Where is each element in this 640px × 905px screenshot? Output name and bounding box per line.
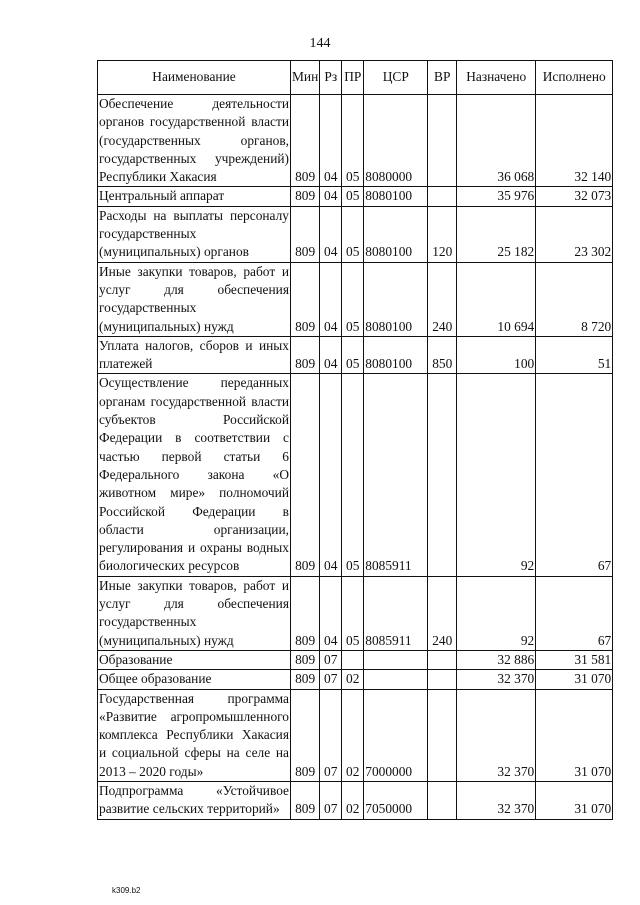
row-pr: 02	[342, 689, 364, 781]
row-name: Центральный аппарат	[98, 187, 291, 206]
row-csr: 8080100	[364, 187, 428, 206]
row-name: Подпрограмма «Устойчивое развитие сельских территорий»	[98, 781, 291, 819]
row-executed: 31 070	[536, 781, 613, 819]
row-min: 809	[291, 689, 320, 781]
row-min: 809	[291, 206, 320, 262]
row-pr: 02	[342, 670, 364, 689]
row-executed: 32 140	[536, 95, 613, 187]
header-rz: Рз	[320, 61, 342, 95]
header-pr: ПР	[342, 61, 364, 95]
row-name: Государственная программа «Развитие агропромышленного комплекса Республики Хакасия и социальной сферы на селе на 2013 – 2020 годы»	[98, 689, 291, 781]
row-rz: 07	[320, 670, 342, 689]
row-name: Уплата налогов, сборов и иных платежей	[98, 336, 291, 374]
budget-table	[97, 60, 613, 820]
row-csr: 8085911	[364, 374, 428, 576]
row-min: 809	[291, 576, 320, 650]
table-row	[98, 650, 613, 669]
row-vr	[428, 781, 457, 819]
row-executed: 32 073	[536, 187, 613, 206]
row-executed: 23 302	[536, 206, 613, 262]
row-assigned: 32 886	[457, 650, 536, 669]
table-row	[98, 374, 613, 576]
row-rz: 04	[320, 336, 342, 374]
row-assigned: 32 370	[457, 781, 536, 819]
header-min: Мин	[291, 61, 320, 95]
header-csr: ЦСР	[364, 61, 428, 95]
row-name: Общее образование	[98, 670, 291, 689]
table-row	[98, 689, 613, 781]
table-row	[98, 576, 613, 650]
row-rz: 04	[320, 576, 342, 650]
row-rz: 04	[320, 374, 342, 576]
row-pr	[342, 650, 364, 669]
row-executed: 31 070	[536, 670, 613, 689]
table-row	[98, 95, 613, 187]
row-assigned: 25 182	[457, 206, 536, 262]
row-executed: 31 581	[536, 650, 613, 669]
row-min: 809	[291, 336, 320, 374]
row-pr: 05	[342, 206, 364, 262]
page-number: 144	[309, 36, 331, 51]
row-vr	[428, 689, 457, 781]
row-rz: 07	[320, 650, 342, 669]
row-rz: 07	[320, 689, 342, 781]
row-pr: 05	[342, 336, 364, 374]
row-rz: 04	[320, 262, 342, 336]
row-csr: 8080100	[364, 336, 428, 374]
row-min: 809	[291, 187, 320, 206]
row-assigned: 92	[457, 374, 536, 576]
row-vr: 120	[428, 206, 457, 262]
row-assigned: 10 694	[457, 262, 536, 336]
table-row	[98, 262, 613, 336]
row-assigned: 32 370	[457, 670, 536, 689]
row-rz: 07	[320, 781, 342, 819]
row-min: 809	[291, 670, 320, 689]
row-name: Осуществление переданных органам государственной власти субъектов Российской Федерации в соответствии с частью первой статьи 6 Федерального закона «О животном мире» полномочий Российской Федерации в области организации, регулирования и охраны водных биологических ресурсов	[98, 374, 291, 576]
row-min: 809	[291, 262, 320, 336]
row-vr	[428, 670, 457, 689]
row-csr: 8080000	[364, 95, 428, 187]
header-vr: ВР	[428, 61, 457, 95]
header-executed: Исполнено	[536, 61, 613, 95]
row-rz: 04	[320, 206, 342, 262]
row-min: 809	[291, 374, 320, 576]
row-executed: 67	[536, 576, 613, 650]
row-csr: 7000000	[364, 689, 428, 781]
row-vr	[428, 374, 457, 576]
row-assigned: 92	[457, 576, 536, 650]
row-min: 809	[291, 650, 320, 669]
table-row	[98, 336, 613, 374]
header-assigned: Назначено	[457, 61, 536, 95]
table-row	[98, 206, 613, 262]
row-rz: 04	[320, 187, 342, 206]
header-name: Наименование	[98, 61, 291, 95]
row-executed: 51	[536, 336, 613, 374]
row-pr: 05	[342, 374, 364, 576]
row-csr: 8085911	[364, 576, 428, 650]
row-csr: 8080100	[364, 262, 428, 336]
row-assigned: 36 068	[457, 95, 536, 187]
row-assigned: 100	[457, 336, 536, 374]
row-executed: 8 720	[536, 262, 613, 336]
row-pr: 05	[342, 187, 364, 206]
table-row	[98, 781, 613, 819]
row-vr	[428, 95, 457, 187]
row-vr: 240	[428, 262, 457, 336]
document-code: k309.b2	[112, 886, 141, 895]
row-executed: 31 070	[536, 689, 613, 781]
table-row	[98, 187, 613, 206]
row-csr: 7050000	[364, 781, 428, 819]
row-csr	[364, 670, 428, 689]
row-csr	[364, 650, 428, 669]
row-name: Иные закупки товаров, работ и услуг для обеспечения государственных (муниципальных) нужд	[98, 576, 291, 650]
row-pr: 05	[342, 95, 364, 187]
table-header-row	[98, 61, 613, 95]
row-name: Обеспечение деятельности органов государственной власти (государственных органов, государственных учреждений) Республики Хакасия	[98, 95, 291, 187]
row-pr: 05	[342, 576, 364, 650]
row-pr: 02	[342, 781, 364, 819]
row-vr	[428, 650, 457, 669]
row-csr: 8080100	[364, 206, 428, 262]
row-name: Образование	[98, 650, 291, 669]
row-assigned: 35 976	[457, 187, 536, 206]
row-pr: 05	[342, 262, 364, 336]
row-name: Расходы на выплаты персоналу государственных (муниципальных) органов	[98, 206, 291, 262]
row-vr: 850	[428, 336, 457, 374]
row-executed: 67	[536, 374, 613, 576]
row-vr	[428, 187, 457, 206]
table-row	[98, 670, 613, 689]
row-name: Иные закупки товаров, работ и услуг для обеспечения государственных (муниципальных) нужд	[98, 262, 291, 336]
row-rz: 04	[320, 95, 342, 187]
row-min: 809	[291, 781, 320, 819]
row-assigned: 32 370	[457, 689, 536, 781]
row-vr: 240	[428, 576, 457, 650]
row-min: 809	[291, 95, 320, 187]
